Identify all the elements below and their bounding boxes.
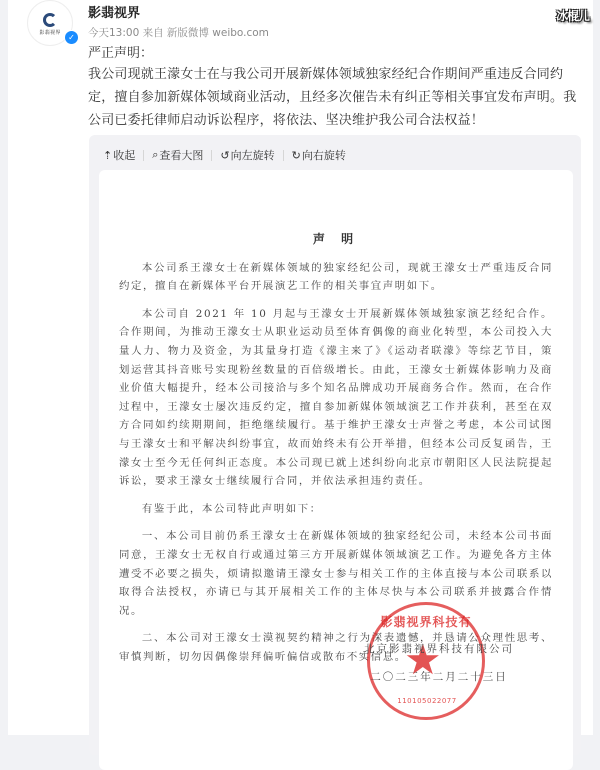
collapse-icon: ⇡	[103, 148, 113, 162]
magnifier-icon: ⌕	[152, 148, 159, 161]
statement-paragraph: 一、本公司目前仍系王濛女士在新媒体领域的独家经纪公司，未经本公司书面同意，王濛女士无权自行或通过第三方开展新媒体领域演艺工作。为避免各方主体遭受不必要之损失，烦请拟邀请王濛女士参与相关工作的主体直接与本公司联系以取得合法授权，亦请已与其开展相关工作的主体尽快与本公司联系并披露合作情况。	[119, 530, 553, 617]
seal-star-icon: ★	[404, 635, 442, 684]
username[interactable]: 影翡视界	[88, 6, 141, 21]
divider	[283, 150, 284, 161]
post-body: 我公司现就王濛女士在与我公司开展新媒体领域独家经纪合作期间严重违反合同约定，擅自参加新媒体领域商业活动，且经多次催告未有纠正等相关事宜发布声明。我公司已委托律师启动诉讼程序，将依法、坚决维护我公司合法权益！	[88, 67, 577, 128]
signature-company: 北京影翡视界科技有限公司	[364, 643, 514, 655]
rotate-left-button[interactable]	[220, 147, 274, 163]
image-toolbar	[103, 145, 346, 165]
rotate-right-button[interactable]	[292, 147, 346, 163]
post-meta: 今天13:00 来自 新版微博 weibo.com	[88, 27, 269, 39]
statement-paragraph: 二、本公司对王濛女士漠视契约精神之行为深表遗憾，并恳请公众理性思考、审慎判断，切勿因偶像崇拜偏听偏信或散布不实信息。	[119, 632, 553, 663]
view-large-label: 查看大图	[159, 149, 204, 162]
statement-paragraph: 有鉴于此，本公司特此声明如下：	[141, 502, 322, 515]
statement-content	[119, 230, 553, 675]
post-title: 严正声明：	[88, 46, 154, 61]
rotate-left-icon: ↺	[220, 148, 230, 162]
statement-image[interactable]	[99, 170, 573, 770]
view-large-button[interactable]	[152, 147, 203, 163]
image-viewer-panel	[89, 135, 581, 755]
verified-badge-icon: ✓	[64, 30, 79, 45]
rotate-right-icon: ↻	[291, 148, 301, 162]
collapse-label: 收起	[113, 149, 136, 162]
signature-date: 二〇二三年二月二十三日	[370, 671, 508, 683]
statement-paragraph: 本公司自 2021 年 10 月起与王濛女士开展新媒体领域独家演艺经纪合作。合作期间，为推动王濛女士从职业运动员至体育偶像的商业化转型，本公司投入大量人力、物力及资金，为其量身打造《濛主来了》《运动者联濛》等综艺节目，策划运营其抖音账号实现粉丝数量的百倍级增长。由此，王濛女士新媒体影响力及商业价值大幅提升，经本公司接洽与多个知名品牌成功开展商务合作。然而，在合作过程中，王濛女士屡次违反约定，擅自参加新媒体领域演艺工作并获利，甚至在双方合同如约续期期间，拒绝继续履行。基于维护王濛女士声誉之考虑，本公司试图与王濛女士和平解决纠纷事宜，故而始终未有公开举措，但经本公司反复函告，王濛女士至今无任何纠正态度。本公司现已就上述纠纷向北京市朝阳区人民法院提起诉讼，要求王濛女士继续履行合同，并依法承担违约责任。	[119, 307, 553, 488]
avatar-label: 影翡视界	[39, 29, 61, 36]
watermark: 冰棍儿	[556, 9, 590, 23]
signature-block	[354, 635, 524, 691]
weibo-post-card	[8, 0, 593, 735]
statement-paragraph: 本公司系王濛女士在新媒体领域的独家经纪公司，现就王濛女士严重违反合同约定，擅自在新媒体平台开展演艺工作的相关事宜声明如下。	[119, 261, 553, 293]
seal-text: 影翡视界科技有	[380, 615, 472, 629]
rotate-right-label: 向右旋转	[301, 149, 346, 162]
statement-heading: 声 明	[312, 232, 360, 246]
brand-logo-icon	[43, 13, 57, 27]
divider	[211, 150, 212, 161]
divider	[143, 150, 144, 161]
seal-number: 110105022077	[397, 697, 457, 705]
rotate-left-label: 向左旋转	[230, 149, 275, 162]
collapse-button[interactable]	[103, 147, 135, 163]
